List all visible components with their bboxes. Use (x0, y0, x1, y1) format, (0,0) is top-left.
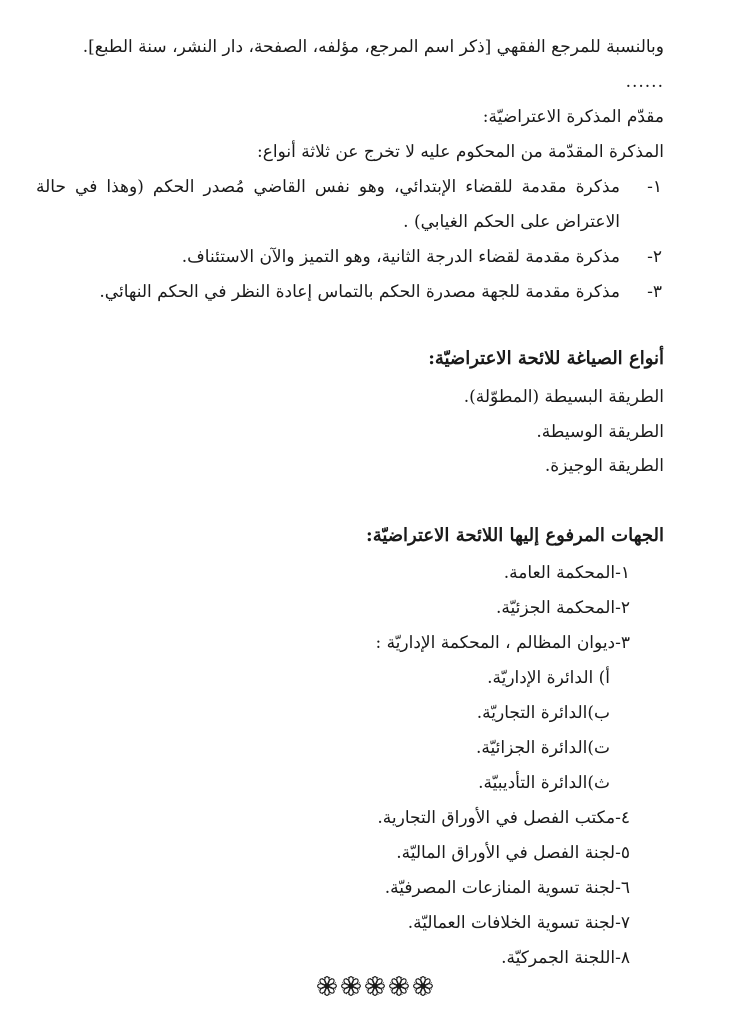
flower-ornament-icon (389, 976, 409, 996)
list-item: الطريقة الوجيزة. (544, 456, 664, 476)
ornament-divider (0, 975, 750, 996)
sub-list-item: أ) الدائرة الإداريّة. (487, 668, 610, 688)
section1-heading: مقدّم المذكرة الاعتراضيّة: (482, 107, 664, 127)
flower-ornament-icon (341, 976, 361, 996)
list-item-number: ١- (647, 177, 662, 197)
list-item-text: مذكرة مقدمة للقضاء الإبتدائي، وهو نفس القاضي مُصدر الحكم (وهذا في حالة (36, 177, 620, 197)
list-item-number: ٢- (647, 247, 662, 267)
list-item: ٣-ديوان المظالم ، المحكمة الإداريّة : (375, 633, 630, 653)
sub-list-item: ث)الدائرة التأديبيّة. (478, 773, 610, 793)
list-item-text: مذكرة مقدمة للجهة مصدرة الحكم بالتماس إعادة النظر في الحكم النهائي. (99, 282, 620, 302)
list-item-number: ٣- (647, 282, 662, 302)
list-item: ١-المحكمة العامة. (503, 563, 630, 583)
flower-ornament-icon (317, 976, 337, 996)
list-item: الطريقة البسيطة (المطوّلة). (463, 387, 664, 407)
flower-ornament-icon (413, 976, 433, 996)
list-item: ٦-لجنة تسوية المنازعات المصرفيّة. (384, 878, 630, 898)
list-item: الطريقة الوسيطة. (536, 422, 664, 442)
list-item: ٧-لجنة تسوية الخلافات العماليّة. (407, 913, 630, 933)
list-item: ٢-المحكمة الجزئيّة. (496, 598, 630, 618)
list-item-text: مذكرة مقدمة لقضاء الدرجة الثانية، وهو التميز والآن الاستئناف. (181, 247, 620, 267)
list-item: ٥-لجنة الفصل في الأوراق الماليّة. (396, 843, 630, 863)
ellipsis-dots: ...... (625, 72, 664, 92)
list-item: ٨-اللجنة الجمركيّة. (501, 948, 630, 968)
section2-heading: أنواع الصياغة للائحة الاعتراضيّة: (428, 348, 664, 369)
flower-ornament-icon (365, 976, 385, 996)
list-item-text-continued: الاعتراض على الحكم الغيابي) . (403, 212, 620, 232)
section3-heading: الجهات المرفوع إليها اللائحة الاعتراضيّة: (366, 525, 664, 546)
sub-list-item: ب)الدائرة التجاريّة. (476, 703, 610, 723)
intro-line: وبالنسبة للمرجع الفقهي [ذكر اسم المرجع، مؤلفه، الصفحة، دار النشر، سنة الطبع]. (82, 37, 664, 57)
sub-list-item: ت)الدائرة الجزائيّة. (476, 738, 610, 758)
section1-lead: المذكرة المقدّمة من المحكوم عليه لا تخرج عن ثلاثة أنواع: (257, 142, 664, 162)
list-item: ٤-مكتب الفصل في الأوراق التجارية. (377, 808, 630, 828)
